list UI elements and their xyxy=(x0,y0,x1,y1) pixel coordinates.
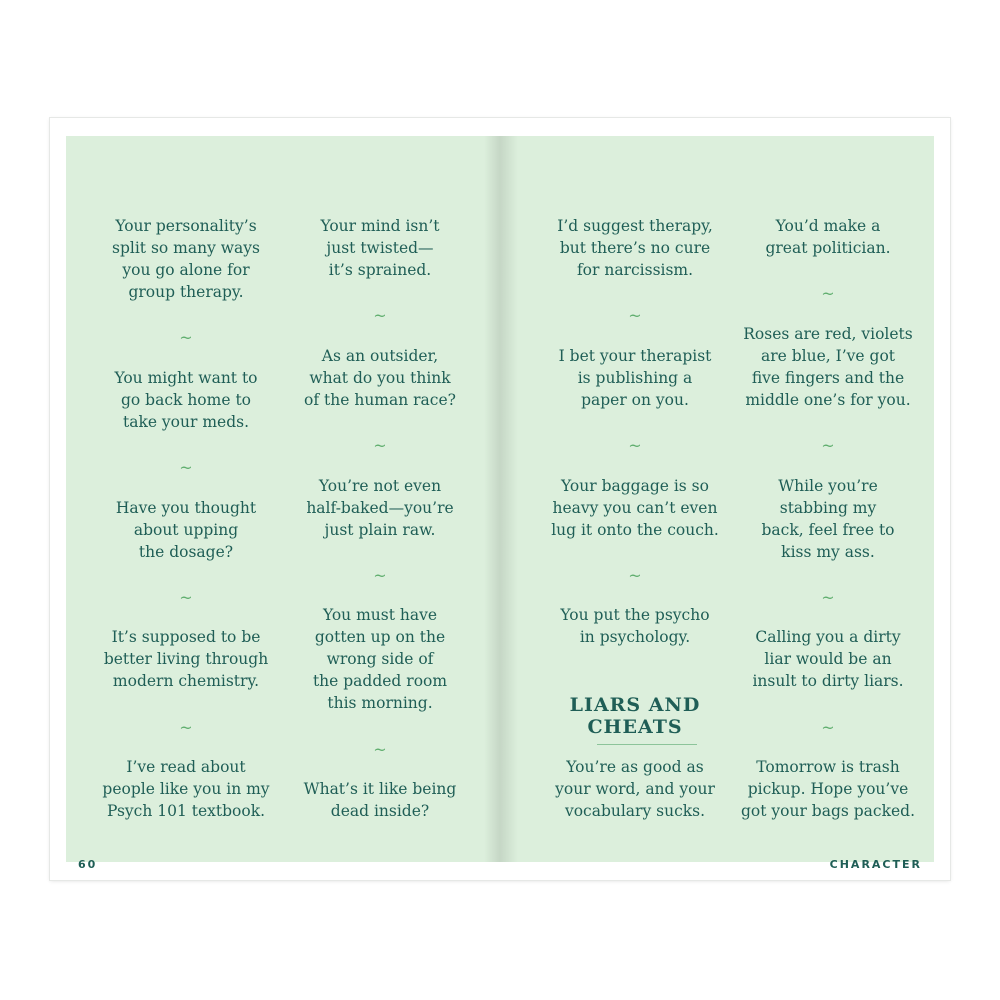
ornament-icon: ~ xyxy=(179,328,193,347)
insult-text: Your baggage is so heavy you can’t even lug it onto the couch. xyxy=(551,477,719,539)
section-heading: LIARS AND CHEATS xyxy=(569,694,701,738)
insult-text: Your personality’s split so many ways you go alone for group therapy. xyxy=(112,217,260,301)
insult-text: Your mind isn’t just twisted— it’s sprained. xyxy=(320,217,440,279)
right-column-2 xyxy=(728,136,928,862)
insult-text: I bet your therapist is publishing a paper on you. xyxy=(558,347,712,409)
ornament-icon: ~ xyxy=(179,458,193,477)
gutter-shadow xyxy=(500,136,518,862)
ornament-icon: ~ xyxy=(821,284,835,303)
insult-text: It’s supposed to be better living through modern chemistry. xyxy=(103,628,269,690)
ornament-icon: ~ xyxy=(373,566,387,585)
insult-text: I’ve read about people like you in my Psych 101 textbook. xyxy=(102,758,270,820)
insult-text: While you’re stabbing my back, feel free to kiss my ass. xyxy=(761,477,895,561)
page-number: 60 xyxy=(78,858,98,871)
insult-text: You might want to go back home to take your meds. xyxy=(114,369,258,431)
insult-text: You’re as good as your word, and your vocabulary sucks. xyxy=(555,758,715,820)
right-column-1 xyxy=(535,136,735,862)
ornament-icon: ~ xyxy=(179,718,193,737)
insult-text: As an outsider, what do you think of the human race? xyxy=(304,347,456,409)
ornament-icon: ~ xyxy=(821,436,835,455)
heading-rule xyxy=(597,744,697,745)
right-page-panel xyxy=(500,136,934,871)
ornament-icon: ~ xyxy=(628,306,642,325)
insult-text: Calling you a dirty liar would be an insult to dirty liars. xyxy=(752,628,904,690)
insult-text: You must have gotten up on the wrong side of the padded room this morning. xyxy=(312,606,448,712)
insult-text: What’s it like being dead inside? xyxy=(303,780,457,820)
ornament-icon: ~ xyxy=(373,740,387,759)
ornament-icon: ~ xyxy=(821,718,835,737)
ornament-icon: ~ xyxy=(179,588,193,607)
left-page xyxy=(50,118,500,880)
left-page-panel xyxy=(66,136,500,871)
ornament-icon: ~ xyxy=(373,306,387,325)
ornament-icon: ~ xyxy=(628,436,642,455)
insult-text: I’d suggest therapy, but there’s no cure for narcissism. xyxy=(557,217,713,279)
left-column-1 xyxy=(86,136,286,862)
running-head: CHARACTER xyxy=(829,858,922,871)
insult-text: You’re not even half-baked—you’re just plain raw. xyxy=(306,477,454,539)
ornament-icon: ~ xyxy=(373,436,387,455)
insult-text: You’d make a great politician. xyxy=(765,217,891,257)
left-column-2 xyxy=(280,136,480,862)
ornament-icon: ~ xyxy=(628,566,642,585)
gutter-shadow xyxy=(484,136,500,862)
insult-text: You put the psycho in psychology. xyxy=(560,606,710,646)
open-book xyxy=(50,118,950,880)
right-page xyxy=(500,118,950,880)
insult-text: Have you thought about upping the dosage? xyxy=(115,499,257,561)
ornament-icon: ~ xyxy=(821,588,835,607)
insult-text: Tomorrow is trash pickup. Hope you’ve got your bags packed. xyxy=(740,758,916,820)
insult-text: Roses are red, violets are blue, I’ve got five fingers and the middle one’s for you. xyxy=(743,325,913,409)
